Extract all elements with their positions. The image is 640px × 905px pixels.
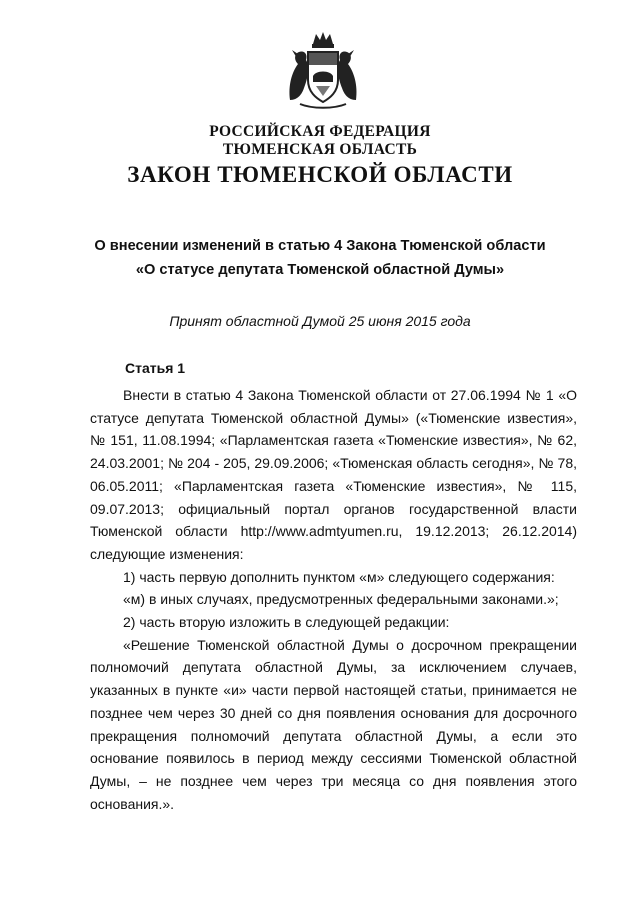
- adoption-date: Принят областной Думой 25 июня 2015 года: [169, 313, 471, 329]
- article-intro: Внести в статью 4 Закона Тюменской области от 27.06.1994 № 1 «О статусе депутата Тюменской областной Думы» («Тюменские известия», № 151, 11.08.1994; «Парламентская газета «Тюменские известия», № 62, 24.03.2001; № 204 - 205, 29.09.2006; «Тюменская область сегодня», № 78, 06.05.2011; «Парламентская газета «Тюменские известия», № 115, 09.07.2013; официальный портал органов государственной власти Тюменской области http://www.admtyumen.ru, 19.12.2013; 26.12.2014) следующие изменения:: [90, 387, 577, 562]
- header-law-type: ЗАКОН ТЮМЕНСКОЙ ОБЛАСТИ: [127, 162, 513, 187]
- header-region: ТЮМЕНСКАЯ ОБЛАСТЬ: [222, 141, 418, 158]
- item-1-text: «м) в иных случаях, предусмотренных федеральными законами.»;: [123, 591, 559, 608]
- article-heading: Статья 1: [125, 360, 186, 376]
- coat-of-arms-icon: [286, 30, 360, 110]
- law-title-line-1: О внесении изменений в статью 4 Закона Тюменской области: [94, 238, 546, 254]
- article-body: [90, 384, 577, 815]
- item-2-text: «Решение Тюменской областной Думы о досрочном прекращении полномочий депутата областной Думы, за исключением случаев, указанных в пункте «и» части первой настоящей статьи, принимается не позднее чем через 30 дней со дня появления основания для досрочного прекращения полномочий депутата областной Думы, а если это основание появилось в период между сессиями Тюменской областной Думы, – не позднее чем через три месяца со дня появления этого основания.».: [90, 636, 577, 812]
- item-2: 2) часть вторую изложить в следующей редакции:: [123, 614, 450, 631]
- item-1: 1) часть первую дополнить пунктом «м» следующего содержания:: [123, 568, 555, 585]
- header-federation: РОССИЙСКАЯ ФЕДЕРАЦИЯ: [209, 123, 431, 140]
- law-title-line-2: «О статусе депутата Тюменской областной Думы»: [135, 262, 505, 278]
